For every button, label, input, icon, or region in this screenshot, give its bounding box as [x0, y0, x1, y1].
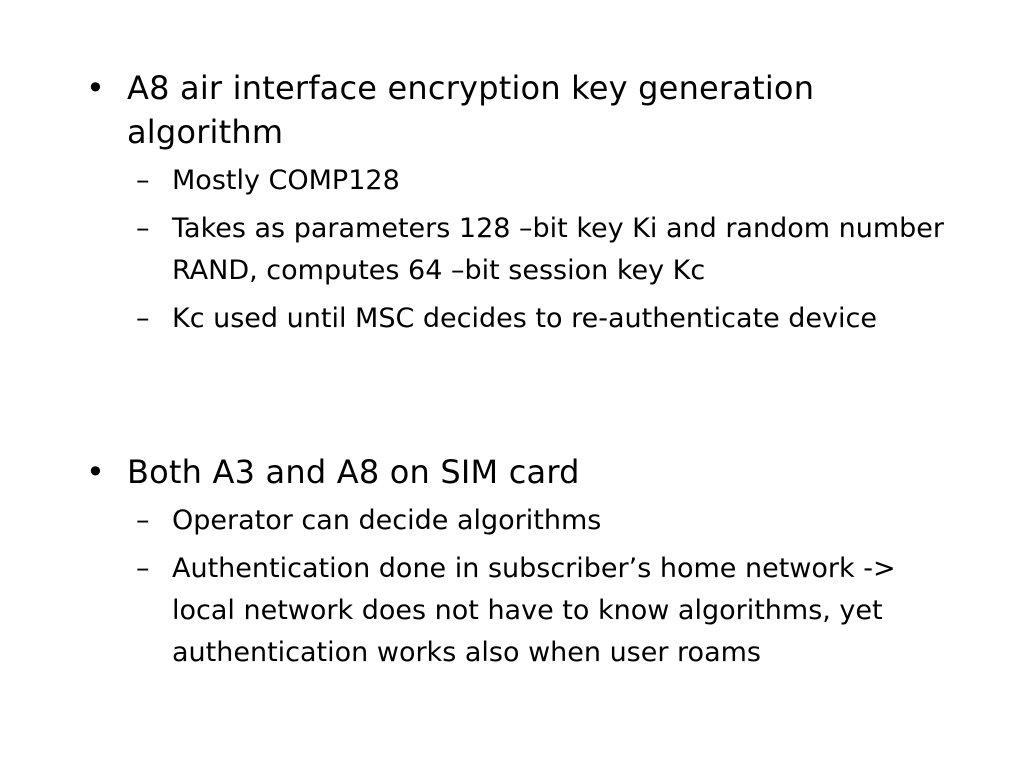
bullet-section-sim	[0, 450, 1024, 680]
subitem-text: Operator can decide algorithms	[172, 505, 602, 536]
subitem-list	[0, 500, 1024, 674]
subitem	[0, 160, 947, 202]
subitem	[0, 208, 947, 292]
subitem-marker: –	[136, 505, 150, 536]
subitem	[0, 298, 947, 340]
bullet-marker: •	[86, 69, 106, 107]
bullet-text: Both A3 and A8 on SIM card	[127, 453, 580, 491]
subitem-marker: –	[136, 213, 150, 244]
subitem-list	[0, 160, 1024, 340]
subitem-marker: –	[136, 165, 150, 196]
subitem-text: Authentication done in subscriber’s home network -> local network does not have to know algorithms, yet authentication works also when user roams	[172, 553, 896, 668]
subitem-text: Takes as parameters 128 –bit key Ki and random number RAND, computes 64 –bit session key Kc	[172, 213, 945, 286]
bullet-item	[0, 450, 937, 494]
subitem-marker: –	[136, 553, 150, 584]
bullet-section-a8	[0, 66, 1024, 346]
bullet-marker: •	[86, 453, 106, 491]
bullet-item	[0, 66, 937, 154]
bullet-text: A8 air interface encryption key generation algorithm	[127, 69, 815, 151]
subitem-text: Kc used until MSC decides to re-authenticate device	[172, 303, 877, 334]
subitem	[0, 548, 947, 674]
subitem-marker: –	[136, 303, 150, 334]
subitem	[0, 500, 947, 542]
subitem-text: Mostly COMP128	[172, 165, 400, 196]
